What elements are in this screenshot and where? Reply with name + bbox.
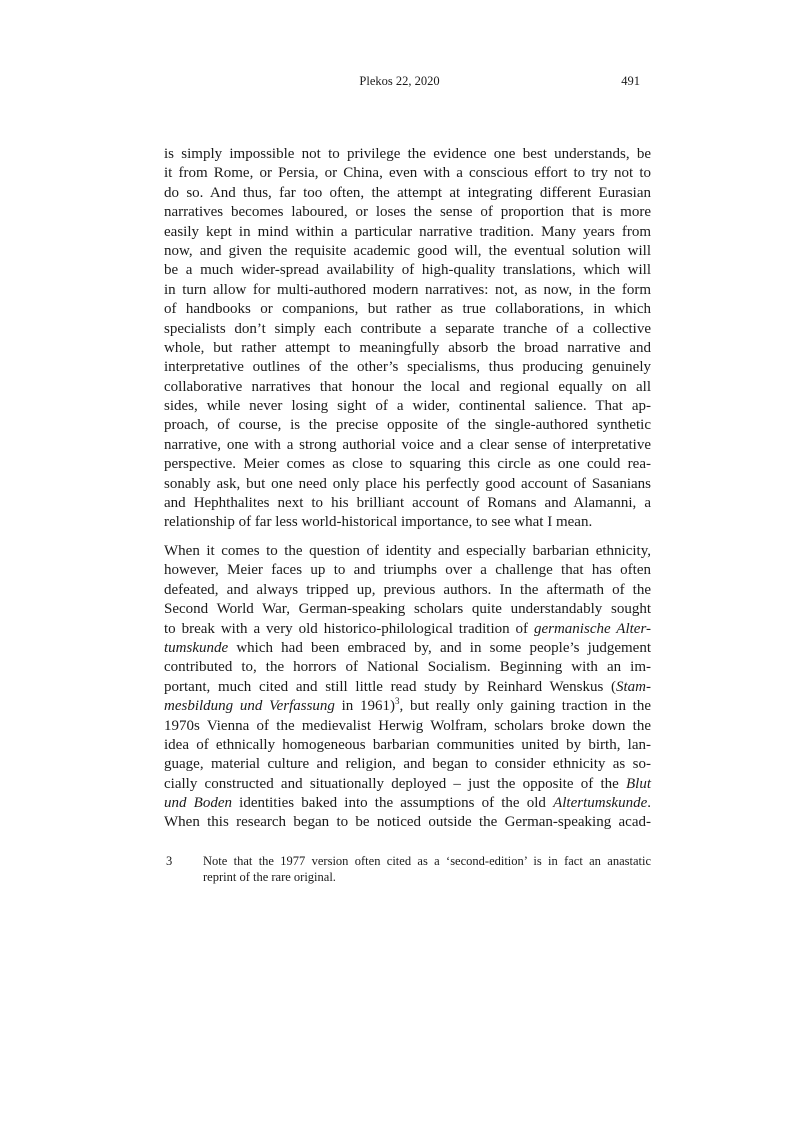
text-run: it from Rome, or Persia, or China, even with a conscious effort to try not to: [164, 165, 651, 182]
text-run: which had been embraced by, and in some people’s judgement: [228, 639, 651, 656]
text-run: be a much wider-spread availability of high-quality translations, which will: [164, 262, 651, 279]
body-paragraph-2: [164, 542, 651, 833]
text-line: [164, 581, 651, 600]
text-line: [164, 620, 651, 639]
italic-text: Stam-: [616, 678, 651, 695]
italic-text: und Boden: [164, 795, 232, 812]
text-run: cially constructed and situationally deployed – just the opposite of the: [164, 775, 626, 792]
text-line: [164, 164, 651, 183]
text-run: in 1961): [334, 698, 396, 715]
text-run: now, and given the requisite academic good will, the eventual solution will: [164, 242, 651, 259]
text-line: [164, 184, 651, 203]
text-run: specialists don’t simply each contribute a separate tranche of a collective: [164, 320, 651, 337]
text-line: [164, 561, 651, 580]
text-run: defeated, and always tripped up, previous authors. In the aftermath of the: [164, 581, 651, 598]
text-run: however, Meier faces up to and triumphs over a challenge that has often: [164, 562, 651, 579]
text-line: [164, 755, 651, 774]
text-line: [164, 203, 651, 222]
italic-text: Blut: [626, 775, 651, 792]
text-line: [164, 697, 651, 716]
text-line: [164, 542, 651, 561]
text-line: [164, 416, 651, 435]
text-line: [164, 736, 651, 755]
text-line: [164, 678, 651, 697]
text-line: [164, 475, 651, 494]
text-line: [164, 600, 651, 619]
running-head: Plekos 22, 2020: [359, 74, 440, 88]
text-line: [164, 455, 651, 474]
text-run: idea of ethnically homogeneous barbarian communities united by birth, lan-: [164, 736, 651, 753]
text-line: [164, 223, 651, 242]
text-line: [164, 775, 651, 794]
text-line: [164, 145, 651, 164]
text-run: proach, of course, is the precise opposite of the single-authored synthetic: [164, 417, 651, 434]
italic-text: Altertumskunde: [553, 795, 648, 812]
text-line: [164, 320, 651, 339]
text-line: [164, 717, 651, 736]
text-run: narratives becomes laboured, or loses the sense of proportion that is more: [164, 204, 651, 221]
italic-text: mesbildung und Verfassung: [164, 698, 335, 715]
text-run: and Hephthalites next to his brilliant account of Romans and Alamanni, a: [164, 495, 651, 512]
text-run: Second World War, German-speaking scholars quite understandably sought: [164, 601, 651, 618]
text-line: [164, 794, 651, 813]
text-run: , but really only gaining traction in the: [399, 698, 652, 715]
text-run: contributed to, the horrors of National Socialism. Beginning with an im-: [164, 659, 651, 676]
text-line: [164, 494, 651, 513]
footnote: [164, 854, 651, 885]
text-run: narrative, one with a strong authorial voice and a clear sense of interpretative: [164, 436, 651, 453]
page-number: 491: [621, 74, 640, 88]
text-run: do so. And thus, far too often, the attempt at integrating different Eurasian: [164, 184, 651, 201]
text-run: relationship of far less world-historical importance, to see what I mean.: [164, 514, 593, 531]
text-run: sonably ask, but one need only place his perfectly good account of Sasanians: [164, 475, 651, 492]
text-line: [164, 242, 651, 261]
text-run: is simply impossible not to privilege the evidence one best understands, be: [164, 146, 651, 162]
text-run: portant, much cited and still little read study by Reinhard Wenskus (: [164, 678, 616, 695]
text-run: perspective. Meier comes as close to squaring this circle as one could rea-: [164, 456, 651, 473]
body-paragraph-1: [164, 145, 651, 533]
text-line: [164, 658, 651, 677]
text-line: [164, 358, 651, 377]
text-line: [164, 261, 651, 280]
text-run: to break with a very old historico-philological tradition of: [164, 620, 534, 637]
footnote-number: 3: [166, 854, 173, 868]
footnote-reference[interactable]: 3: [395, 696, 400, 707]
footnote-line: Note that the 1977 version often cited as a ‘second-edition’ is in fact an anastatic: [203, 854, 651, 868]
text-run: in turn allow for multi-authored modern narratives: not, as now, in the form: [164, 281, 651, 298]
footnote-text: [203, 854, 651, 885]
footnote-line: reprint of the rare original.: [203, 869, 336, 884]
text-line: [164, 513, 651, 532]
text-run: When it comes to the question of identity and especially barbarian ethnicity,: [164, 543, 651, 559]
text-run: of handbooks or companions, but rather as true collaborations, in which: [164, 301, 651, 318]
text-run: interpretative outlines of the other’s specialisms, thus producing genuinely: [164, 359, 651, 376]
text-line: [164, 639, 651, 658]
text-line: [164, 813, 651, 832]
text-run: When this research began to be noticed outside the German-speaking acad-: [164, 814, 651, 831]
text-run: easily kept in mind within a particular narrative tradition. Many years from: [164, 223, 651, 240]
text-run: whole, but rather attempt to meaningfully absorb the broad narrative and: [164, 339, 651, 356]
italic-text: germanische Alter-: [533, 620, 651, 637]
text-run: collaborative narratives that honour the local and regional equally on all: [164, 378, 651, 395]
text-line: [164, 397, 651, 416]
text-run: 1970s Vienna of the medievalist Herwig Wolfram, scholars broke down the: [164, 717, 651, 734]
text-line: [164, 378, 651, 397]
text-line: [164, 436, 651, 455]
text-run: .: [647, 795, 651, 812]
text-line: [164, 281, 651, 300]
italic-text: tumskunde: [164, 639, 229, 656]
text-line: [164, 339, 651, 358]
text-run: identities baked into the assumptions of the old: [231, 795, 554, 812]
text-run: guage, material culture and religion, and began to consider ethnicity as so-: [164, 756, 651, 773]
text-line: [164, 300, 651, 319]
text-run: sides, while never losing sight of a wider, continental salience. That ap-: [164, 398, 651, 415]
